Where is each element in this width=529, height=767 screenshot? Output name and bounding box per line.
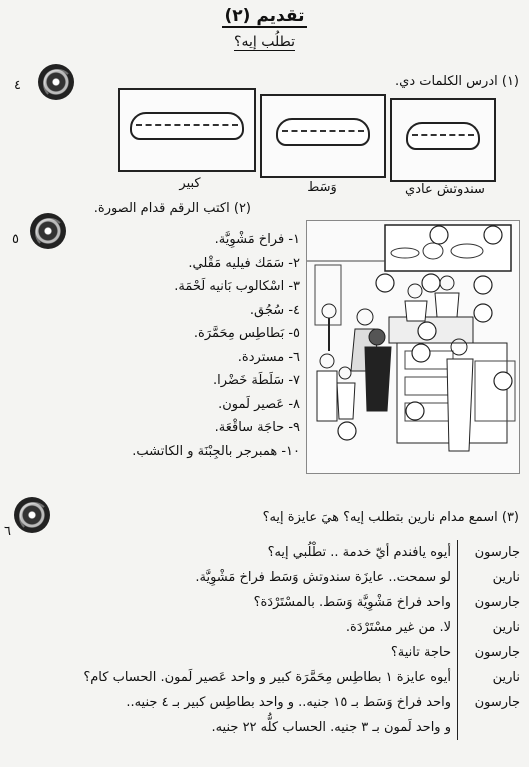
dialogue-line: لو سمحت.. عايزَة سندوتش وَسَط فراخ مَشْوِيَّة. (195, 570, 451, 585)
dialogue-line: حاجة تانية؟ (390, 645, 451, 660)
dialogue-row (18, 540, 526, 565)
dialogue-row (18, 615, 526, 640)
sandwich-large-picture (118, 88, 256, 172)
sandwich-large-icon (130, 108, 244, 142)
list-item: ٦- مستردة. (237, 349, 300, 365)
food-list (60, 228, 300, 463)
caption-medium: وَسَط (307, 180, 337, 195)
list-item: ٧- سَلَطَة خَضْرا. (213, 373, 300, 388)
dialogue-row (18, 590, 526, 615)
dialogue (18, 540, 526, 740)
speaker-label: نارين (458, 565, 527, 590)
dialogue-line: و واحد لَمون بـ ٣ جنيه. الحساب كلُّه ٢٢ جنيه. (211, 720, 451, 735)
speaker-label: جارسون (458, 540, 527, 565)
list-item: ٤- سُجُق. (249, 302, 300, 318)
dialogue-row (18, 690, 526, 715)
sandwich-regular-icon (406, 118, 480, 152)
list-item: ١- فراخ مَشْوِيَّة. (214, 232, 300, 247)
page-title: تقديم (٢) (224, 6, 305, 26)
list-item: ١٠- همبرجر بالجِبْنَة و الكاتشب. (132, 443, 300, 459)
dialogue-row (18, 665, 526, 690)
speaker-label: جارسون (458, 640, 527, 665)
restaurant-scene-illustration (306, 220, 520, 474)
track-number: ٦ (4, 524, 11, 539)
dialogue-line: لا. من غير مسْتَرْدَة. (345, 620, 451, 635)
section3-instruction: (٣) اسمع مدام نارين بتطلب إيه؟ هيَ عايزة إيه؟ (262, 510, 519, 525)
speaker-label: نارين (458, 615, 527, 640)
page-subtitle: تطلُب إيه؟ (234, 34, 295, 50)
track-number: ٥ (12, 232, 19, 247)
list-item: ٩- حاجَة ساقْعَة. (214, 420, 300, 435)
dialogue-line: أيوه يافندم أيّ خدمة .. تطْلُبي إيه؟ (267, 545, 451, 560)
dialogue-row (18, 565, 526, 590)
caption-regular: سندوتش عادي (405, 182, 485, 197)
caption-large: كبير (179, 176, 201, 191)
dialogue-line: واحد فراخ وَسَط بـ ١٥ جنيه.. و واحد بطاطِس كبير بـ ٤ جنيه.. (126, 695, 451, 710)
track-number: ٤ (14, 78, 21, 93)
sandwich-medium-icon (276, 114, 370, 148)
sandwich-regular-picture (390, 98, 496, 182)
list-item: ٨- عَصير لَمون. (218, 396, 300, 412)
speaker-label: جارسون (458, 690, 527, 715)
list-item: ٥- بَطاطِس مِحَمَّرَة. (193, 326, 300, 341)
list-item: ٣- اسْكالوب بَانيه لَحْمَة. (174, 279, 300, 294)
dialogue-row (18, 715, 526, 740)
audio-cd-icon[interactable] (38, 64, 74, 100)
dialogue-line: أيوه عايزة ١ بطاطِس مِحَمَّرَة كبير و واحد عَصير لَمون. الحساب كام؟ (83, 670, 451, 685)
speaker-label: جارسون (458, 590, 527, 615)
speaker-label: نارين (458, 665, 527, 690)
dialogue-line: واحد فراخ مَشْوِيَّة وَسَط. بالمسْتَرْدَة؟ (253, 595, 451, 610)
audio-cd-icon[interactable] (14, 497, 50, 533)
dialogue-row (18, 640, 526, 665)
speaker-label (458, 715, 527, 740)
list-item: ٢- سَمَك فيليه مَقْلي. (188, 255, 300, 271)
section1-instruction: (١) ادرس الكلمات دي. (395, 74, 519, 89)
section2-instruction: (٢) اكتب الرقم قدام الصورة. (93, 201, 251, 216)
sandwich-medium-picture (260, 94, 386, 178)
